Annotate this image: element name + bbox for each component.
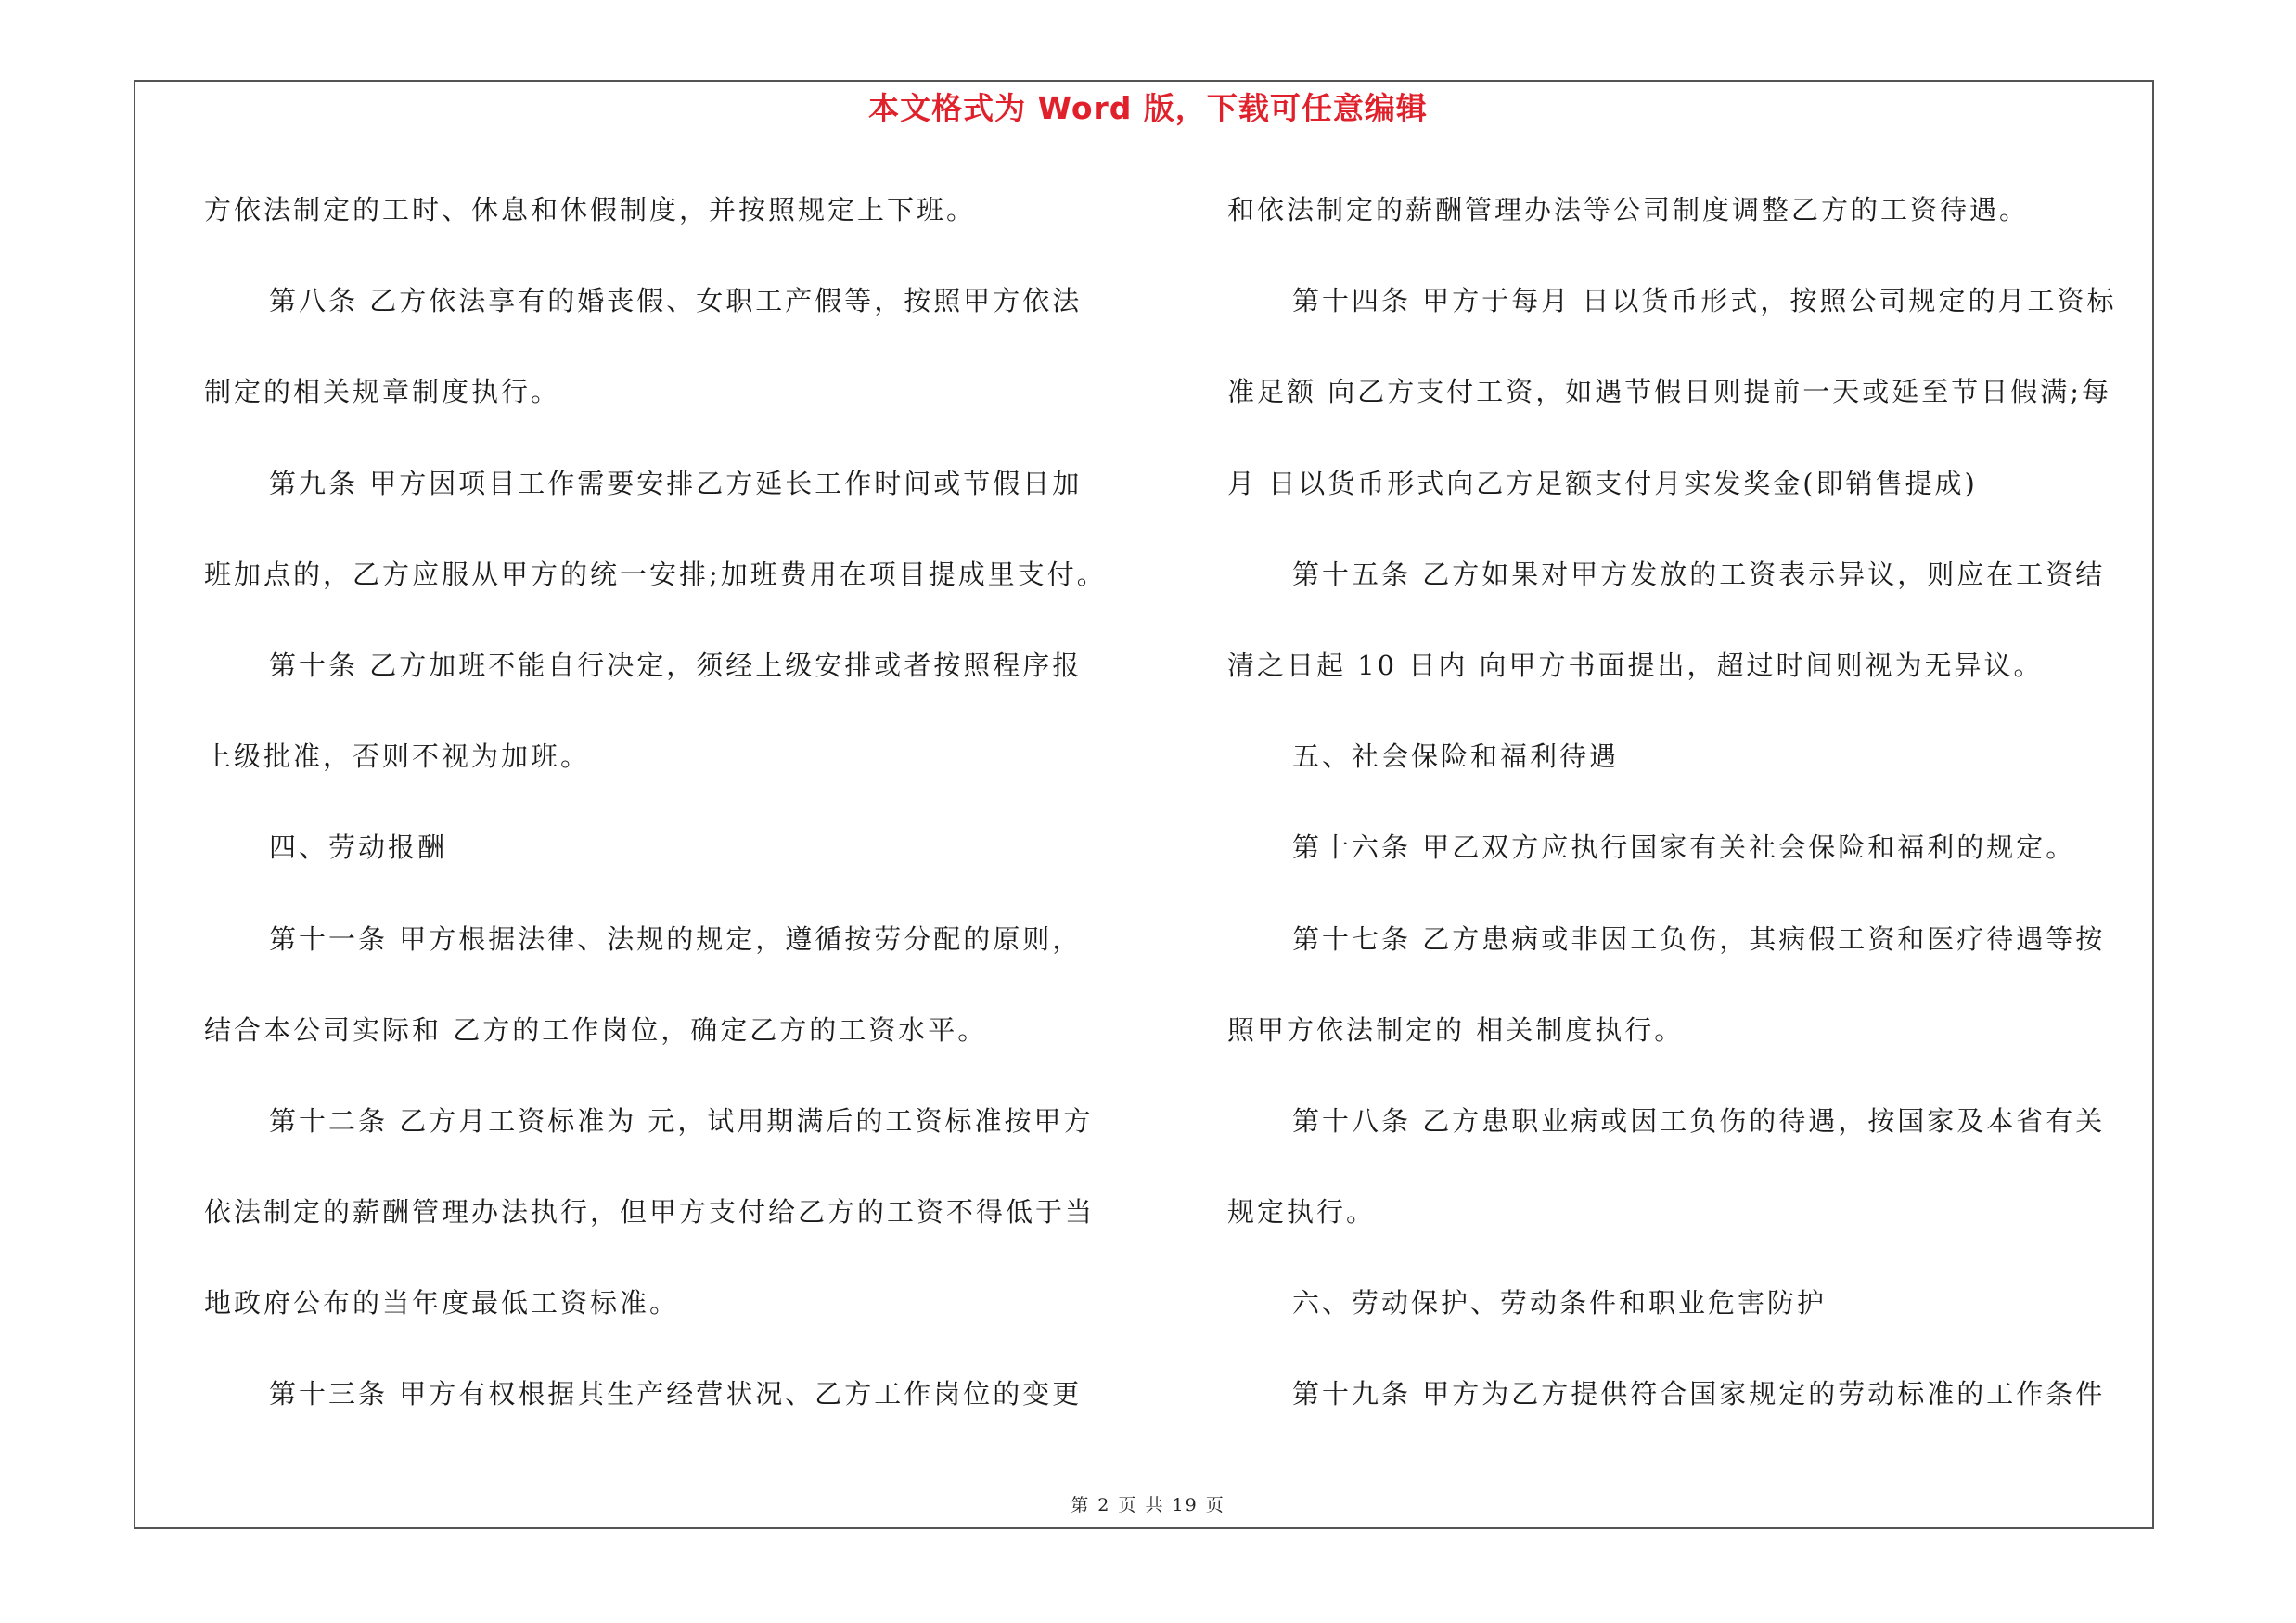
text-line: 第十条 乙方加班不能自行决定，须经上级安排或者按照程序报	[269, 649, 1083, 681]
text-line: 规定执行。	[1227, 1196, 1377, 1229]
text-line: 清之日起 10 日内 向甲方书面提出，超过时间则视为无异议。	[1227, 649, 2044, 681]
text-line: 四、劳动报酬	[269, 831, 448, 864]
text-line: 依法制定的薪酬管理办法执行，但甲方支付给乙方的工资不得低于当	[204, 1196, 1096, 1229]
text-line: 第十一条 甲方根据法律、法规的规定，遵循按劳分配的原则，	[269, 922, 1083, 955]
text-line: 制定的相关规章制度执行。	[204, 376, 561, 408]
text-line: 月 日以货币形式向乙方足额支付月实发奖金(即销售提成)	[1227, 467, 1978, 499]
text-line: 准足额 向乙方支付工资，如遇节假日则提前一天或延至节日假满;每	[1227, 376, 2111, 408]
text-line: 六、劳动保护、劳动条件和职业危害防护	[1292, 1287, 1828, 1320]
text-line: 第十六条 甲乙双方应执行国家有关社会保险和福利的规定。	[1292, 831, 2076, 864]
right-text-column	[1227, 182, 2164, 1458]
text-line: 上级批准，否则不视为加班。	[204, 741, 591, 773]
text-line: 结合本公司实际和 乙方的工作岗位，确定乙方的工资水平。	[204, 1013, 988, 1046]
text-line: 第十三条 甲方有权根据其生产经营状况、乙方工作岗位的变更	[269, 1378, 1083, 1410]
text-line: 第十九条 甲方为乙方提供符合国家规定的劳动标准的工作条件	[1292, 1378, 2106, 1410]
text-line: 照甲方依法制定的 相关制度执行。	[1227, 1013, 1685, 1046]
text-line: 第十五条 乙方如果对甲方发放的工资表示异议，则应在工资结	[1292, 558, 2106, 590]
text-line: 第十七条 乙方患病或非因工负伤，其病假工资和医疗待遇等按	[1292, 922, 2106, 955]
left-text-column	[204, 182, 1141, 1458]
text-line: 第九条 甲方因项目工作需要安排乙方延长工作时间或节假日加	[269, 467, 1083, 499]
text-line: 第八条 乙方依法享有的婚丧假、女职工产假等，按照甲方依法	[269, 285, 1083, 317]
text-line: 第十二条 乙方月工资标准为 元，试用期满后的工资标准按甲方	[269, 1104, 1094, 1137]
text-line: 第十四条 甲方于每月 日以货币形式，按照公司规定的月工资标	[1292, 285, 2117, 317]
text-line: 班加点的，乙方应服从甲方的统一安排;加班费用在项目提成里支付。	[204, 558, 1107, 590]
text-line: 和依法制定的薪酬管理办法等公司制度调整乙方的工资待遇。	[1227, 194, 2030, 225]
text-line: 方依法制定的工时、休息和休假制度，并按照规定上下班。	[204, 194, 977, 225]
text-line: 五、社会保险和福利待遇	[1292, 741, 1620, 773]
page-number-footer: 第 2 页 共 19 页	[1071, 1495, 1225, 1515]
text-line: 地政府公布的当年度最低工资标准。	[204, 1287, 680, 1320]
word-format-banner: 本文格式为 Word 版，下载可任意编辑	[868, 90, 1428, 126]
text-line: 第十八条 乙方患职业病或因工负伤的待遇，按国家及本省有关	[1292, 1104, 2106, 1137]
